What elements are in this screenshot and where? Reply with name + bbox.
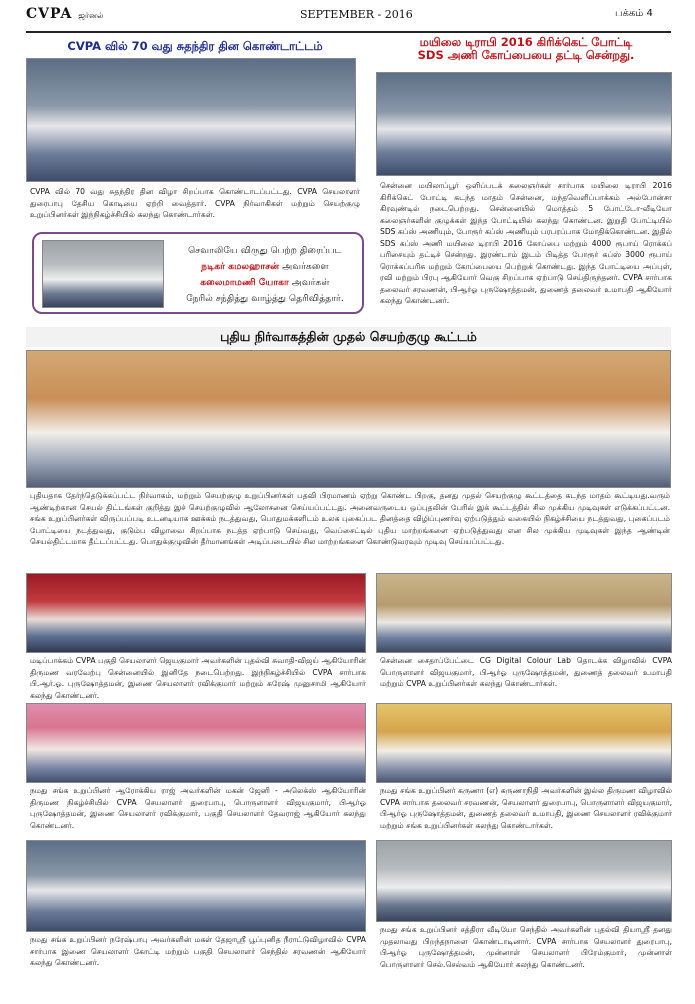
kamal-line-2: [170, 259, 360, 275]
masthead: [26, 6, 104, 22]
issue-date: SEPTEMBER - 2016: [300, 8, 413, 21]
meeting-caption: புதியதாக தேர்ந்தெடுக்கப்பட்ட நிர்வாகம், மற்றும் செயற்குழு உறுப்பினர்கள் பதவி பிரமாணம் ஏற்று கொண்ட பிறகு, தனது முதல் செயற்குழு கூட்டத்தை கடந்த மாதம் கூட்டியது.வரும் ஆண்டிற்கான செயல் திட்டங்கள் குறித்து இச் செயற்குழுவில் ஆலோசனை செய்யப்பட்டது. அனைவருடைய ஒப்புதலின் பேரில் இக் கூட்டத்தில் சில முக்கிய முடிவுகள் எடுக்கப்பட்டன. சங்க உறுப்பினர்கள் விருப்பப்படி உடனடியாக ஊக்கம் நடத்துவது, பொதுமக்களிடம் உலக புகைப்பட தினத்தை விழிப்புணர்வு ஏற்படுத்தும் வகையில் நிகழ்ச்சியை நடத்துவது, புகைப்படம் போட்டியை நடத்துவது, குடும்ப விழாவை சிறப்பாக நடத்த ஏற்பாடு செய்வது, வெப்சைட்டில் புதிய மாற்றங்களை ஏற்படுத்துவது என சில முக்கிய முடிவுகள் இந்த ஆண்டின் செயல்திட்டமாக தீட்டப்பட்டது. பொதுக்குழுவின் தீர்மானங்கள் அடிப்படையில் சில மாற்றங்களை கொண்டுவரவும் முடிவு செய்யப்பட்டது.: [30, 491, 670, 546]
kamal-line-1: செவாலியே விருது பெற்ற திரைப்பட: [188, 245, 342, 256]
kamal-actor-name: நடிகர் கமலஹாசன்: [201, 261, 280, 272]
kamal-line-4: நேரில் சந்தித்து வாழ்த்து தெரிவித்தார்.: [186, 293, 344, 304]
cricket-headline-line-1: மயிலை டிராபி 2016 கிரிக்கெட் போட்டி: [419, 35, 633, 49]
event-photo-wedding-jenny: [26, 703, 366, 783]
kamal-line-2-rest: அவர்களை: [279, 261, 329, 272]
kamal-line-3-rest: அவர்கள்: [288, 277, 330, 288]
event-photo-tejashree: [26, 840, 366, 932]
event-photo-wedding-karuna: [376, 703, 672, 783]
masthead-subtitle: ஜர்னல்: [78, 11, 104, 20]
independence-caption: CVPA வில் 70 வது சுதந்திர தின விழா சிறப்பாக கொண்டாடப்பட்டது. CVPA செயலாளர் துரைபாபு தேசிய கொடியை ஏற்றி வைத்தார். CVPA நிர்வாகிகள் மற்றும் செயற்குழு உறுப்பினர்கள் இந்நிகழ்ச்சியில் கலந்து கொண்டார்கள்.: [30, 187, 360, 219]
meeting-photo: [26, 350, 671, 488]
cricket-caption: சென்னை மயிலாப்பூர் ஒளிப்படக் கலைஞர்கள் சார்பாக மயிலை டிராபி 2016 கிரிக்கெட் போட்டி கடந்த மாதம் சென்னை, மந்தவெளிப்பாக்கம் அல்போன்சா கிரவுண்டில் நடைபெற்றது. சென்னையில் மொத்தம் 5 போட்டோ-வீடியோ கலைஞர்களின் குழுக்கள் இந்த போட்டியில் கலந்து கொண்டன. இறுதி போட்டியில் SDS கப்ஸ் அணியும், போரூர் கப்ஸ் அணியும் பரபரப்பாக மோதிக்கொண்டன. இதில் SDS கப்ஸ் அணி மயிலை டிராபி 2016 கோப்பை மற்றும் 4000 ரூபாய் ரொக்கப் பரிசையும் தட்டிச் சென்றது. இரண்டாம் இடம் பிடித்த போரூர் கப்ஸ் 3000 ரூபாய் ரொக்கப்பரிசு மற்றும் கோப்பையை பெற்றுக் கொண்டது. இந்த போட்டியை அப்புள், ரவி மற்றும் பிரபு ஆகியோர் வெகு சிறப்பாக ஏற்பாடு செய்திருந்தனர். CVPA சார்பாக தலைவர் சரவணன், பிஆர்ஓ புருஷோத்தமன், துணைத் தலைவர் உமாபதி ஆகியோர் கலந்து கொண்டனர்.: [380, 181, 672, 305]
cricket-headline-line-2: SDS அணி கோப்பையை தட்டி சென்றது.: [417, 48, 635, 63]
header-divider: [26, 31, 671, 33]
page-header: [0, 0, 695, 36]
kamal-line-3: [170, 275, 360, 291]
event-caption-wedding-swathi: மடிப்பாக்கம் CVPA பகுதி செயலாளர் ஜெயகுமார் அவர்களின் புதல்வி சுவாதி-விஜய் ஆகியோரின் திருமண வரவேற்பு சென்னையில் இனிதே நடைபெற்றது. இந்நிகழ்ச்சியில் CVPA சார்பாக பி.ஆர்.ஓ. புருஷோத்தமன், இணை செயலாளர் ரவிக்குமார் மற்றும் சுரேஷ் முனுசாமி ஆகியோர் கலந்து கொண்டனர்.: [30, 656, 366, 700]
event-photo-birthday: [376, 840, 672, 922]
event-photo-wedding-swathi: [26, 573, 366, 653]
cricket-photo: [376, 72, 672, 176]
masthead-title: CVPA: [26, 6, 73, 22]
kamal-yoga-name: கலைமாமணி யோகா: [200, 277, 289, 288]
independence-headline: CVPA வில் 70 வது சுதந்திர தின கொண்டாட்டம்: [67, 39, 323, 53]
event-photo-lab-opening: [376, 573, 672, 653]
kamal-feature-text: [170, 243, 360, 307]
event-caption-tejashree: நமது சங்க உறுப்பினர் நரேஷ்பாபு அவர்களின் மகள் தேஜாஸ்ரீ பூப்புனித நீராட்டுவிழாவில் CVPA சார்பாக இணை செயலாளர் கோட்டி மற்றும் பகுதி செயலாளர் செந்தில் சரவணன் ஆகியோர் கலந்து கொண்டனர்.: [30, 935, 366, 967]
kamal-photo: [42, 240, 164, 308]
event-caption-wedding-jenny: நமது சங்க உறுப்பினர் ஆரோக்கிய ராஜ் அவர்களின் மகன் ஜேனி - அலெக்ஸ் ஆகியோரின் திருமண நிகழ்ச்சியில் CVPA செயலாளர் துரைபாபு, பொருளாளர் விஜயகுமார், பிஆர்ஓ புருஷோத்தமன், இணை செயலாளர் ரவிக்குமார், பகுதி செயலாளர் தேவராஜ் ஆகியோர் கலந்து கொண்டனர்.: [30, 786, 366, 830]
event-caption-lab-opening: சென்னை சைதாப்பேட்டை CG Digital Colour Lab தொடக்க விழாவில் CVPA பொருளாளர் விஜயகுமார், பிஆர்ஓ புருஷோத்தமன், துணைத் தலைவர் உமாபதி மற்றும் CVPA உறுப்பினர்கள் கலந்து கொண்டார்கள்.: [380, 656, 672, 688]
cricket-headline: [378, 36, 674, 62]
meeting-headline: புதிய நிர்வாகத்தின் முதல் செயற்குழு கூட்டம்: [26, 327, 671, 347]
event-caption-wedding-karuna: நமது சங்க உறுப்பினர் கருணா (எ) கருணாநிதி அவர்களின் இல்ல திருமண விழாவில் CVPA சார்பாக தலைவர் சரவணன், செயலாளர் துரைபாபு, பொருளாளர் விஜயகுமார், பிஆர்ஓ புருஷோத்தமன், துணைத் தலைவர் உமாபதி, இணை செயலாளர் ரவிக்குமார் மற்றும் சங்க உறுப்பினர்கள் கலந்து கொண்டார்கள்.: [380, 786, 672, 830]
independence-photo: [26, 58, 356, 182]
page-number: பக்கம் 4: [615, 8, 653, 19]
event-caption-birthday: நமது சங்க உறுப்பினர் சத்திரா வீடியோ செந்தில் அவர்களின் புதல்வி தியாஸ்ரீ தனது முதலாவது பிறந்தநாளை கொண்டாடினார். CVPA சார்பாக செயலாளர் துரைபாபு, பிஆர்ஓ புருஷோத்தமன், முன்னாள் செயலாளர் பிரேம்குமார், முன்னாள் பொருளாளர் செல்.செல்வம் ஆகியோர் கலந்து கொண்டனர்.: [380, 925, 672, 969]
